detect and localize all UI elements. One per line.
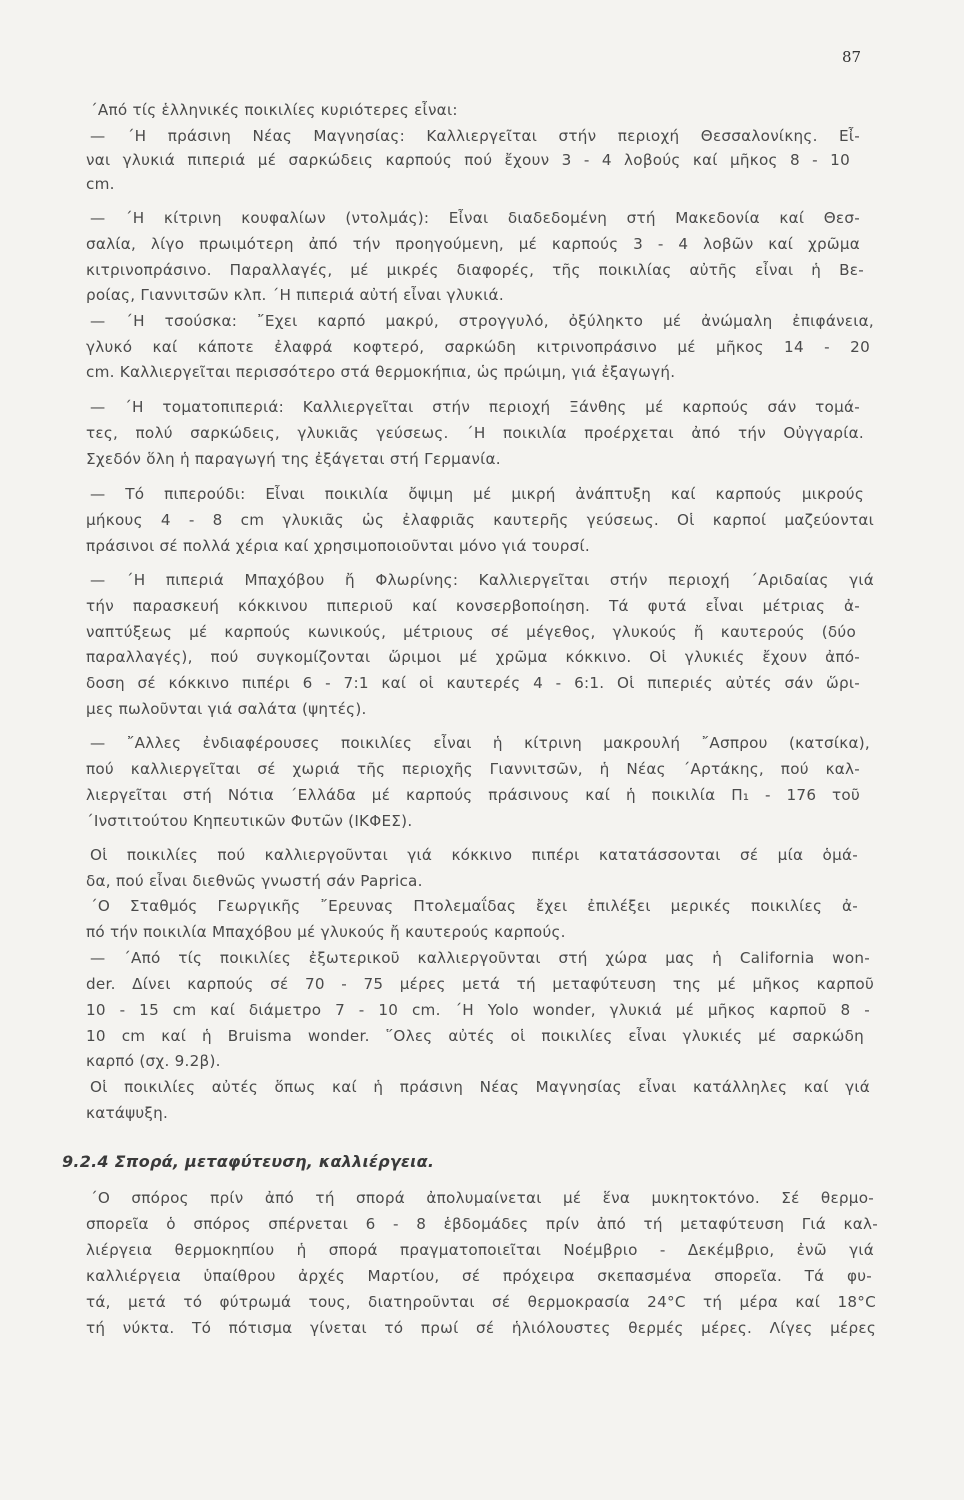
text-line: ναπτύξεως μέ καρπούς κωνικούς, μέτριους σέ μέγεθος, γλυκούς ἤ καυτερούς (δύο xyxy=(86,623,856,641)
text-line: τήν παρασκευή κόκκινου πιπεριοῦ καί κονσερβοποίηση. Τά φυτά εἶναι μέτριας ἀ- xyxy=(86,597,860,615)
text-line: τά, μετά τό φύτρωμά τους, διατηροῦνται σέ θερμοκρασία 24°C τή μέρα καί 18°C xyxy=(86,1293,876,1311)
section-heading: 9.2.4 Σπορά, μεταφύτευση, καλλιέργεια. xyxy=(62,1152,435,1171)
text-line: 10 - 15 cm καί διάμετρο 7 - 10 cm. ´Η Yolo wonder, γλυκιά μέ μῆκος καρποῦ 8 - xyxy=(86,1001,870,1019)
text-line: — ῎Αλλες ἐνδιαφέρουσες ποικιλίες εἶναι ἡ κίτρινη μακρουλή ῎Ασπρου (κατσίκα), xyxy=(90,734,870,752)
text-line: — ´Η τσούσκα: ῎Εχει καρπό μακρύ, στρογγυλό, ὀξύληκτο μέ ἀνώμαλη ἐπιφάνεια, xyxy=(90,312,874,330)
text-line: πού καλλιεργεῖται σέ χωριά τῆς περιοχῆς Γιαννιτσῶν, ἡ Νέας ´Αρτάκης, πού καλ- xyxy=(86,760,860,778)
text-line: γλυκό καί κάποτε ἐλαφρά κοφτερό, σαρκώδη κιτρινοπράσινο μέ μῆκος 14 - 20 xyxy=(86,338,870,356)
text-line: ´Ο Σταθμός Γεωργικῆς ῎Ερευνας Πτολεμαΐδας ἔχει ἐπιλέξει μερικές ποικιλίες ἀ- xyxy=(90,897,858,915)
text-line: cm. Καλλιεργεῖται περισσότερο στά θερμοκήπια, ὡς πρώιμη, γιά ἐξαγωγή. xyxy=(86,363,676,381)
text-line: cm. xyxy=(86,175,115,193)
text-line: ´Ινστιτούτου Κηπευτικῶν Φυτῶν (ΙΚΦΕΣ). xyxy=(86,812,413,830)
text-line: — ´Η τοματοπιπεριά: Καλλιεργεῖται στήν περιοχή Ξάνθης μέ καρπούς σάν τομά- xyxy=(90,398,860,416)
text-line: ροίας, Γιαννιτσῶν κλπ. ´Η πιπεριά αὐτή εἶναι γλυκιά. xyxy=(86,286,504,304)
text-line: 10 cm καί ἡ Bruisma wonder. ῞Ολες αὐτές οἱ ποικιλίες εἶναι γλυκιές μέ σαρκώδη xyxy=(86,1027,864,1045)
text-line: Σχεδόν ὅλη ἡ παραγωγή της ἐξάγεται στή Γερμανία. xyxy=(86,450,501,468)
text-line: δοση σέ κόκκινο πιπέρι 6 - 7:1 καί οἱ καυτερές 4 - 6:1. Οἱ πιπεριές αὐτές σάν ὥρι- xyxy=(86,674,860,692)
text-line: τες, πολύ σαρκώδεις, γλυκιᾶς γεύσεως. ´Η ποικιλία προέρχεται ἀπό τήν Οὐγγαρία. xyxy=(86,424,864,442)
text-line: — Τό πιπερούδι: Εἶναι ποικιλία ὄψιμη μέ μικρή ἀνάπτυξη καί καρπούς μικρούς xyxy=(90,485,864,503)
text-line: καρπό (σχ. 9.2β). xyxy=(86,1052,221,1070)
text-line: πράσινοι σέ πολλά χέρια καί χρησιμοποιοῦνται μόνο γιά τουρσί. xyxy=(86,537,590,555)
text-line: παραλλαγές), πού συγκομίζονται ὥριμοι μέ χρῶμα κόκκινο. Οἱ γλυκιές ἔχουν ἀπό- xyxy=(86,648,860,666)
text-line: — ´Η κίτρινη κουφαλίων (ντολμάς): Εἶναι διαδεδομένη στή Μακεδονία καί Θεσ- xyxy=(90,209,860,227)
text-line: τή νύκτα. Τό πότισμα γίνεται τό πρωί σέ ἡλιόλουστες θερμές μέρες. Λίγες μέρες xyxy=(86,1319,876,1337)
text-line: — ´Από τίς ποικιλίες ἐξωτερικοῦ καλλιεργοῦνται στή χώρα μας ἡ California won- xyxy=(90,949,870,967)
text-line: κιτρινοπράσινο. Παραλλαγές, μέ μικρές διαφορές, τῆς ποικιλίας αὐτῆς εἶναι ἡ Βε- xyxy=(86,261,864,279)
text-line: ´Ο σπόρος πρίν ἀπό τή σπορά ἀπολυμαίνεται μέ ἕνα μυκητοκτόνο. Σέ θερμο- xyxy=(90,1189,874,1207)
text-line: ´Από τίς ἑλληνικές ποικιλίες κυριότερες εἶναι: xyxy=(90,101,458,119)
text-line: δα, πού εἶναι διεθνῶς γνωστή σάν Paprica. xyxy=(86,872,423,890)
text-line: πό τήν ποικιλία Μπαχόβου μέ γλυκούς ἤ καυτερούς καρπούς. xyxy=(86,923,566,941)
text-line: ναι γλυκιά πιπεριά μέ σαρκώδεις καρπούς πού ἔχουν 3 - 4 λοβούς καί μῆκος 8 - 10 xyxy=(86,151,850,169)
text-line: — ´Η πιπεριά Μπαχόβου ἤ Φλωρίνης: Καλλιεργεῖται στήν περιοχή ´Αριδαίας γιά xyxy=(90,571,874,589)
text-line: λιέργεια θερμοκηπίου ἡ σπορά πραγματοποιεῖται Νοέμβριο - Δεκέμβριο, ἐνῶ γιά xyxy=(86,1241,874,1259)
text-line: σπορεῖα ὁ σπόρος σπέρνεται 6 - 8 ἑβδομάδες πρίν ἀπό τή μεταφύτευση Γιά καλ- xyxy=(86,1215,878,1233)
text-line: σαλία, λίγο πρωιμότερη ἀπό τήν προηγούμενη, μέ καρπούς 3 - 4 λοβῶν καί χρῶμα xyxy=(86,235,860,253)
text-line: Οἱ ποικιλίες πού καλλιεργοῦνται γιά κόκκινο πιπέρι κατατάσσονται σέ μία ὁμά- xyxy=(90,846,858,864)
text-line: der. Δίνει καρπούς σέ 70 - 75 μέρες μετά τή μεταφύτευση της μέ μῆκος καρποῦ xyxy=(86,975,874,993)
text-line: — ´Η πράσινη Νέας Μαγνησίας: Καλλιεργεῖται στήν περιοχή Θεσσαλονίκης. Εἶ- xyxy=(90,127,860,145)
text-line: λιεργεῖται στή Νότια ´Ελλάδα μέ καρπούς πράσινους καί ἡ ποικιλία Π₁ - 176 τοῦ xyxy=(86,786,860,804)
text-line: μες πωλοῦνται γιά σαλάτα (ψητές). xyxy=(86,700,367,718)
text-line: καλλιέργεια ὑπαίθρου ἀρχές Μαρτίου, σέ πρόχειρα σκεπασμένα σπορεῖα. Τά φυ- xyxy=(86,1267,872,1285)
text-line: κατάψυξη. xyxy=(86,1104,169,1122)
text-line: μήκους 4 - 8 cm γλυκιᾶς ὡς ἐλαφριᾶς καυτερῆς γεύσεως. Οἱ καρποί μαζεύονται xyxy=(86,511,874,529)
text-line: Οἱ ποικιλίες αὐτές ὅπως καί ἡ πράσινη Νέας Μαγνησίας εἶναι κατάλληλες καί γιά xyxy=(90,1078,870,1096)
page-number: 87 xyxy=(842,48,862,66)
